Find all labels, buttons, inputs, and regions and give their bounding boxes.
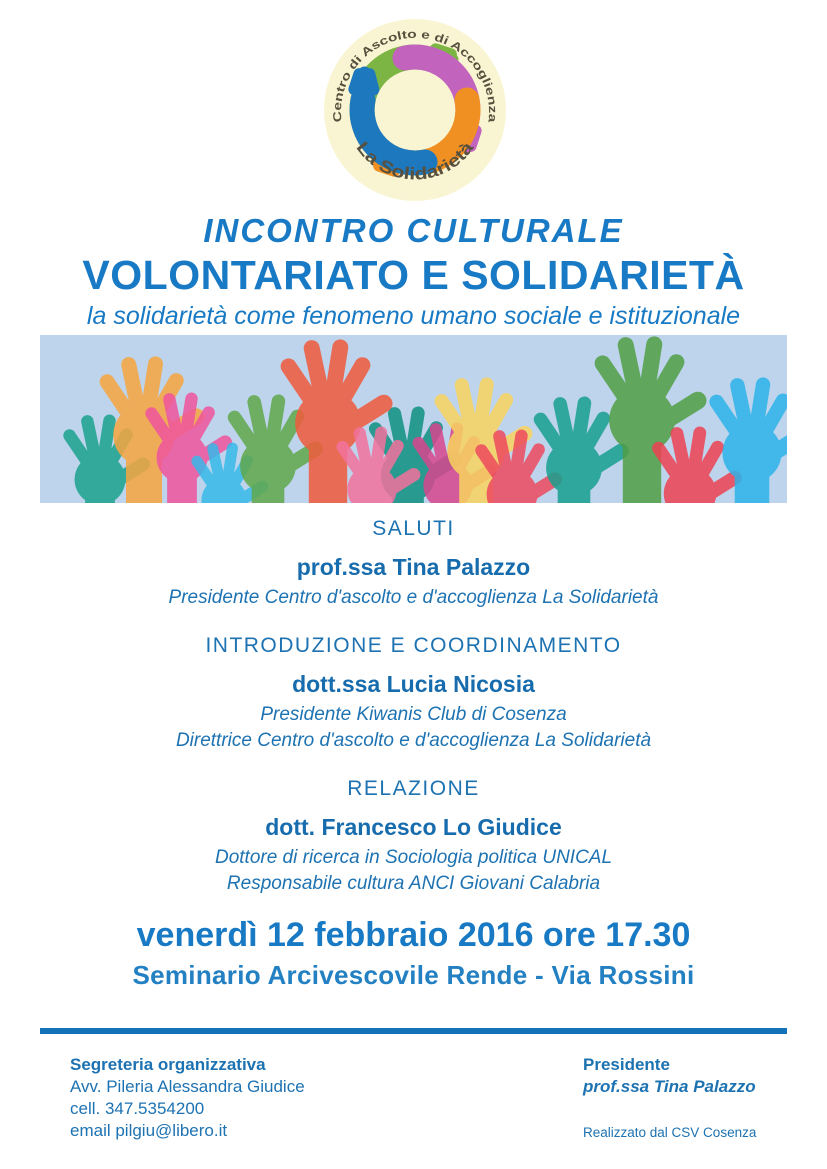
secretariat-email: email pilgiu@libero.it bbox=[70, 1121, 228, 1140]
footer-secretariat bbox=[70, 1054, 400, 1142]
speaker-role: Responsabile cultura ANCI Giovani Calabria bbox=[226, 873, 601, 894]
speaker-name: prof.ssa Tina Palazzo bbox=[296, 554, 531, 580]
raised-hands-banner bbox=[40, 335, 787, 503]
president-heading: Presidente bbox=[583, 1055, 670, 1074]
header bbox=[0, 212, 827, 332]
association-logo-icon bbox=[323, 18, 507, 202]
event-when bbox=[0, 914, 827, 993]
speaker-name: dott. Francesco Lo Giudice bbox=[265, 814, 562, 840]
speaker-role: Dottore di ricerca in Sociologia politica UNICAL bbox=[214, 847, 613, 868]
event-datetime: venerdì 12 febbraio 2016 ore 17.30 bbox=[136, 916, 691, 954]
speaker-role: Presidente Centro d'ascolto e d'accoglienza La Solidarietà bbox=[168, 587, 659, 608]
speaker-name: dott.ssa Lucia Nicosia bbox=[292, 671, 535, 697]
section-heading: RELAZIONE bbox=[347, 777, 480, 800]
president-name: prof.ssa Tina Palazzo bbox=[583, 1077, 756, 1096]
footer-divider bbox=[40, 1028, 787, 1034]
credit-line: Realizzato dal CSV Cosenza bbox=[583, 1125, 757, 1140]
logo-bottom-text: La Solidarietà bbox=[352, 138, 476, 184]
speaker-role: Presidente Kiwanis Club di Cosenza bbox=[260, 704, 567, 725]
section-heading: INTRODUZIONE E COORDINAMENTO bbox=[205, 634, 622, 657]
program-section-relazione bbox=[0, 776, 827, 897]
event-title: VOLONTARIATO E SOLIDARIETÀ bbox=[82, 252, 745, 298]
section-heading: SALUTI bbox=[372, 517, 455, 540]
association-logo bbox=[323, 18, 507, 202]
secretariat-heading: Segreteria organizzativa bbox=[70, 1055, 266, 1074]
secretariat-contact-name: Avv. Pileria Alessandra Giudice bbox=[70, 1077, 305, 1096]
event-kicker: INCONTRO CULTURALE bbox=[203, 212, 624, 249]
secretariat-phone: cell. 347.5354200 bbox=[70, 1099, 205, 1118]
program-section-introduzione bbox=[0, 633, 827, 754]
speaker-role: Direttrice Centro d'ascolto e d'accoglienza La Solidarietà bbox=[175, 730, 652, 751]
footer-president bbox=[583, 1054, 803, 1142]
program-section-saluti bbox=[0, 516, 827, 611]
event-venue: Seminario Arcivescovile Rende - Via Rossini bbox=[132, 960, 695, 990]
hands-layer bbox=[61, 335, 787, 503]
program bbox=[0, 516, 827, 919]
logo-top-text: Centro di Ascolto e di Accoglienza bbox=[331, 28, 499, 123]
event-subtitle: la solidarietà come fenomeno umano sociale e istituzionale bbox=[86, 302, 741, 330]
raised-hands-svg bbox=[40, 335, 787, 503]
